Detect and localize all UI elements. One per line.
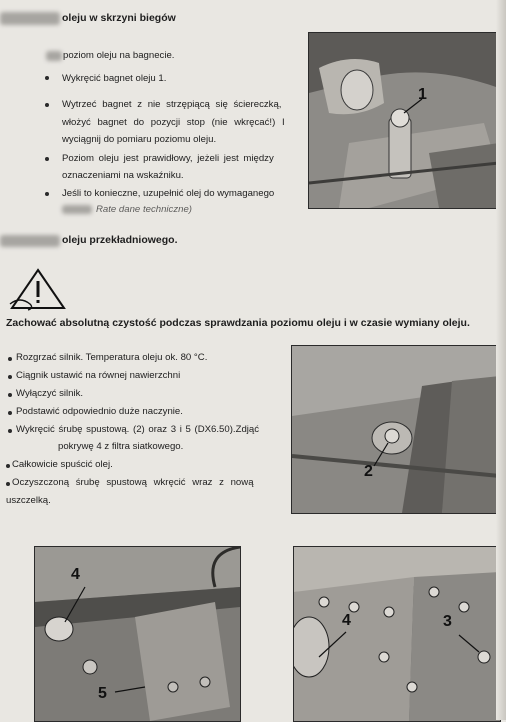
bullet-mark xyxy=(8,411,12,415)
step-item: uszczelką. xyxy=(6,495,51,506)
section1-item: włożyć bagnet do pozycji stop (nie wkręcać!) I xyxy=(62,117,285,128)
step-item: pokrywę 4 z filtra siatkowego. xyxy=(58,441,184,452)
bullet-mark xyxy=(45,157,49,161)
photo-oil-dipstick xyxy=(308,32,500,209)
section1-heading: oleju w skrzyni biegów xyxy=(62,12,176,24)
callout-label: 4 xyxy=(342,612,351,629)
section1-item: Wytrzeć bagnet z nie strzępiącą się ściereczką, xyxy=(62,99,282,110)
step-item: Całkowicie spuścić olej. xyxy=(12,459,113,470)
section2-heading: oleju przekładniowego. xyxy=(62,234,178,246)
step-item: Rozgrzać silnik. Temperatura oleju ok. 80 °C. xyxy=(16,352,208,363)
bullet-mark xyxy=(6,464,10,468)
page-binding-shadow xyxy=(496,0,506,720)
step-item: Wyłączyć silnik. xyxy=(16,388,84,399)
section1-item: oznaczeniami na wskaźniku. xyxy=(62,170,184,181)
callout-label: 2 xyxy=(364,463,373,480)
photo-filter-cover-right xyxy=(293,546,501,722)
callout-label: 4 xyxy=(71,566,80,583)
bullet-mark xyxy=(8,393,12,397)
bullet-mark xyxy=(45,192,49,196)
section1-item: Wykręcić bagnet oleju 1. xyxy=(62,73,167,84)
step-item: Wykręcić śrubę spustową. (2) oraz 3 i 5 (DX6.50).Zdjąć xyxy=(16,424,260,435)
callout-label: 5 xyxy=(98,685,107,702)
section1-item: Jeśli to konieczne, uzupełnić olej do wymaganego xyxy=(62,188,275,199)
bullet-mark xyxy=(6,482,10,486)
bullet-mark xyxy=(8,375,12,379)
warning-text: Zachować absolutną czystość podczas sprawdzania poziomu oleju i w czasie wymiany oleju. xyxy=(6,317,470,329)
bullet-mark xyxy=(45,103,49,107)
section1-item: Rate dane techniczne) xyxy=(96,204,192,215)
bullet-mark xyxy=(45,76,49,80)
callout-label: 3 xyxy=(443,613,452,630)
step-item: Oczyszczoną śrubę spustową wkręcić wraz z nową xyxy=(12,477,254,488)
bullet-mark xyxy=(8,429,12,433)
step-item: Podstawić odpowiednio duże naczynie. xyxy=(16,406,183,417)
bullet-mark xyxy=(8,357,12,361)
warning-icon xyxy=(8,268,68,312)
section1-item: wyciągnij do pomiaru poziomu oleju. xyxy=(62,134,217,145)
step-item: Ciągnik ustawić na równej nawierzchni xyxy=(16,370,181,381)
section1-item: Poziom oleju jest prawidłowy, jeżeli jest między xyxy=(62,153,274,164)
section1-intro: poziom oleju na bagnecie. xyxy=(63,50,175,61)
photo-drain-plugs-left xyxy=(34,546,241,722)
callout-label: 1 xyxy=(418,86,427,103)
photo-drain-plug xyxy=(291,345,501,514)
